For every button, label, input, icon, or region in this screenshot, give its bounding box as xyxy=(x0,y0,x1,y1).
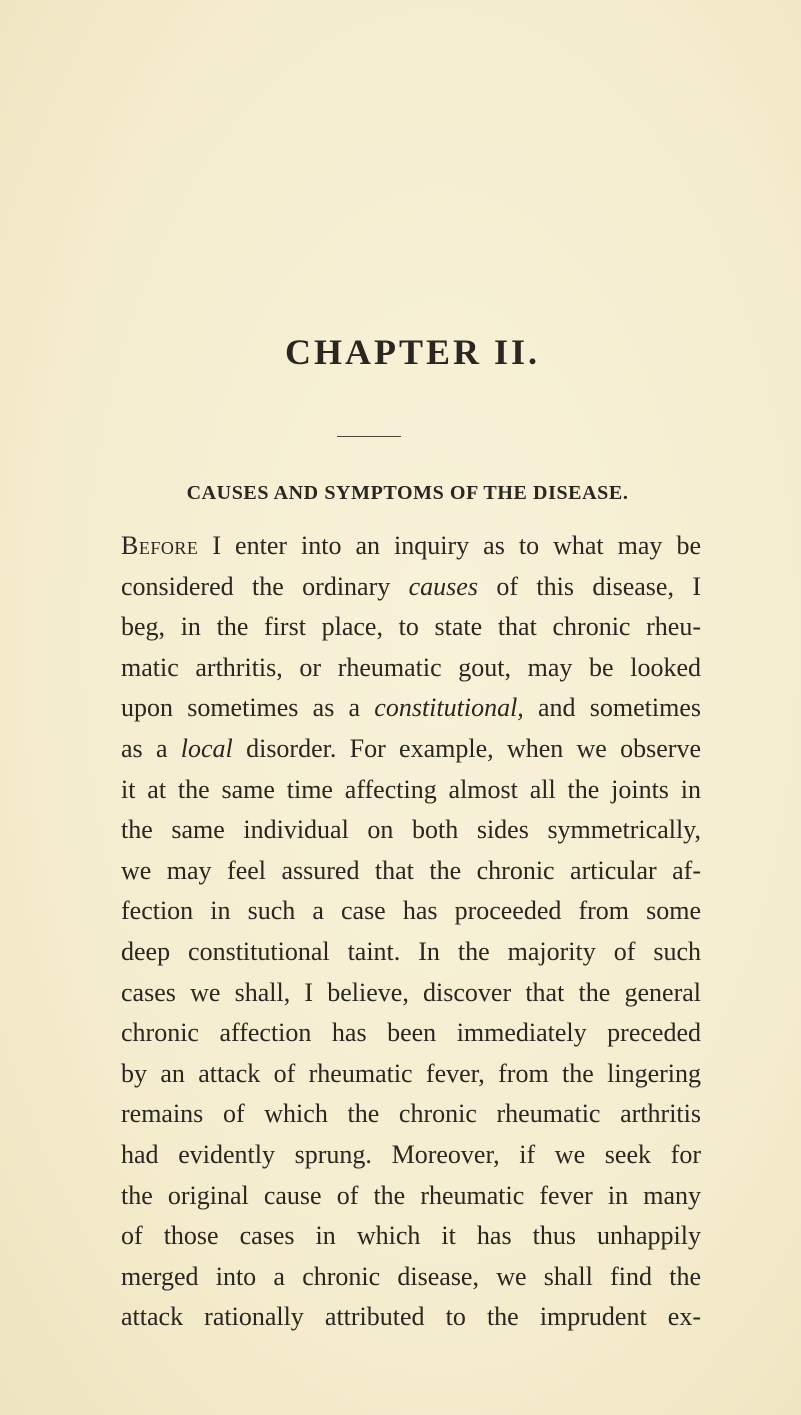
chapter-title: CHAPTER II. xyxy=(284,332,541,372)
emphasis-local: local xyxy=(180,733,233,763)
title-divider xyxy=(337,436,401,437)
text-line: the original cause of the rheumatic fever in many xyxy=(121,1180,701,1210)
text-line: cases we shall, I believe, discover that the general xyxy=(121,977,701,1007)
text-line: upon sometimes as a constitutional, and sometimes xyxy=(121,693,701,723)
text-line: considered the ordinary causes of this disease, I xyxy=(121,571,701,601)
text-line: Before I enter into an inquiry as to what may be xyxy=(121,531,701,560)
text-line: attack rationally attributed to the imprudent ex- xyxy=(121,1302,701,1332)
text-line: of those cases in which it has thus unhappily xyxy=(121,1221,701,1251)
chapter-subtitle: CAUSES AND SYMPTOMS OF THE DISEASE. xyxy=(186,482,629,504)
text-line: merged into a chronic disease, we shall find the xyxy=(121,1261,701,1291)
text-line: remains of which the chronic rheumatic arthritis xyxy=(121,1099,701,1129)
text-line: the same individual on both sides symmetrically, xyxy=(121,815,701,845)
text-line: it at the same time affecting almost all the joints in xyxy=(121,774,701,804)
emphasis-causes: causes xyxy=(408,571,478,601)
emphasis-constitutional: constitutional, xyxy=(374,693,524,723)
text-line: had evidently sprung. Moreover, if we seek for xyxy=(121,1139,701,1169)
text-line: chronic affection has been immediately preceded xyxy=(121,1018,701,1048)
opening-word: Before xyxy=(121,531,199,560)
text-line: we may feel assured that the chronic articular af- xyxy=(121,855,701,885)
text-line: matic arthritis, or rheumatic gout, may be looked xyxy=(121,652,701,682)
text-line: deep constitutional taint. In the majority of such xyxy=(121,936,701,966)
body-paragraph xyxy=(121,526,701,1338)
text-line: beg, in the first place, to state that chronic rheu- xyxy=(121,612,701,642)
text-line: by an attack of rheumatic fever, from the lingering xyxy=(121,1058,701,1088)
text-line: as a local disorder. For example, when we observe xyxy=(121,733,701,763)
text-line: fection in such a case has proceeded from some xyxy=(121,896,701,926)
